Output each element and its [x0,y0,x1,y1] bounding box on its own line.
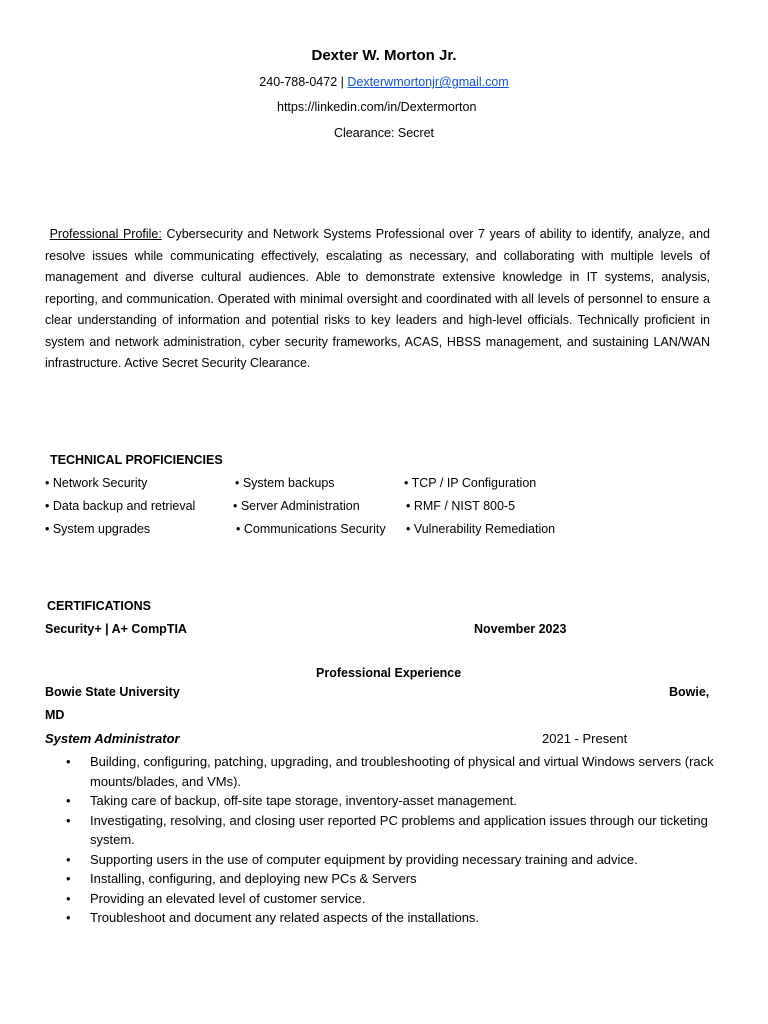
profile-label: Professional Profile: [49,227,162,241]
list-item: • Providing an elevated level of customer service. [62,889,732,909]
professional-profile [45,224,710,375]
job-title: System Administrator [45,731,180,746]
experience-heading: Professional Experience [316,666,462,680]
certification-date: November 2023 [474,622,567,636]
linkedin-url: https://linkedin.com/in/Dextermorton [277,100,477,114]
list-item: • Taking care of backup, off-site tape storage, inventory-asset management. [62,791,732,811]
technical-heading: TECHNICAL PROFICIENCIES [50,453,223,467]
duties-list [62,752,732,928]
employer-state: MD [45,708,65,722]
list-item: • Building, configuring, patching, upgrading, and troubleshooting of physical and virtual Windows servers (rack mounts/blades, and VMs). [62,752,732,791]
skill-item: • System upgrades [45,522,151,536]
employer-city: Bowie, [669,685,710,699]
list-item: • Troubleshoot and document any related aspects of the installations. [62,908,732,928]
skill-item: • TCP / IP Configuration [404,476,537,490]
list-item: • Investigating, resolving, and closing user reported PC problems and application issues through our ticketing system. [62,811,732,850]
skill-item: • Vulnerability Remediation [406,522,556,536]
profile-text: Cybersecurity and Network Systems Professional over 7 years of ability to identify, analyze, and resolve issues while communicating effectively, escalating as necessary, and collaborating with multiple levels of management and diverse cultural audiences. Able to demonstrate extensive knowledge in IT systems, analysis, reporting, and communication. Operated with minimal oversight and coordinated with all levels of personnel to ensure a clear understanding of information and potential risks to key leaders and high-level officials. Technically proficient in system and network administration, cyber security frameworks, ACAS, HBSS management, and sustaining LAN/WAN infrastructure. Active Secret Security Clearance. [45,227,710,370]
skill-item: • Data backup and retrieval [45,499,196,513]
certifications-heading: CERTIFICATIONS [47,599,151,613]
contact-line [0,75,768,89]
phone-number: 240-788-0472 | [259,75,344,89]
clearance-line: Clearance: Secret [333,126,435,140]
skill-item: • Communications Security [236,522,386,536]
employer-name: Bowie State University [45,685,180,699]
skill-item: • System backups [235,476,335,490]
email-link[interactable]: Dexterwmortonjr@gmail.com [347,75,509,89]
skill-item: • Server Administration [233,499,360,513]
job-dates: 2021 - Present [542,731,628,746]
certification-name: Security+ | A+ CompTIA [45,622,187,636]
skill-item: • Network Security [45,476,148,490]
skill-item: • RMF / NIST 800-5 [406,499,516,513]
resume-name: Dexter W. Morton Jr. [311,47,457,64]
list-item: • Installing, configuring, and deploying new PCs & Servers [62,869,732,889]
list-item: • Supporting users in the use of computer equipment by providing necessary training and advice. [62,850,732,870]
